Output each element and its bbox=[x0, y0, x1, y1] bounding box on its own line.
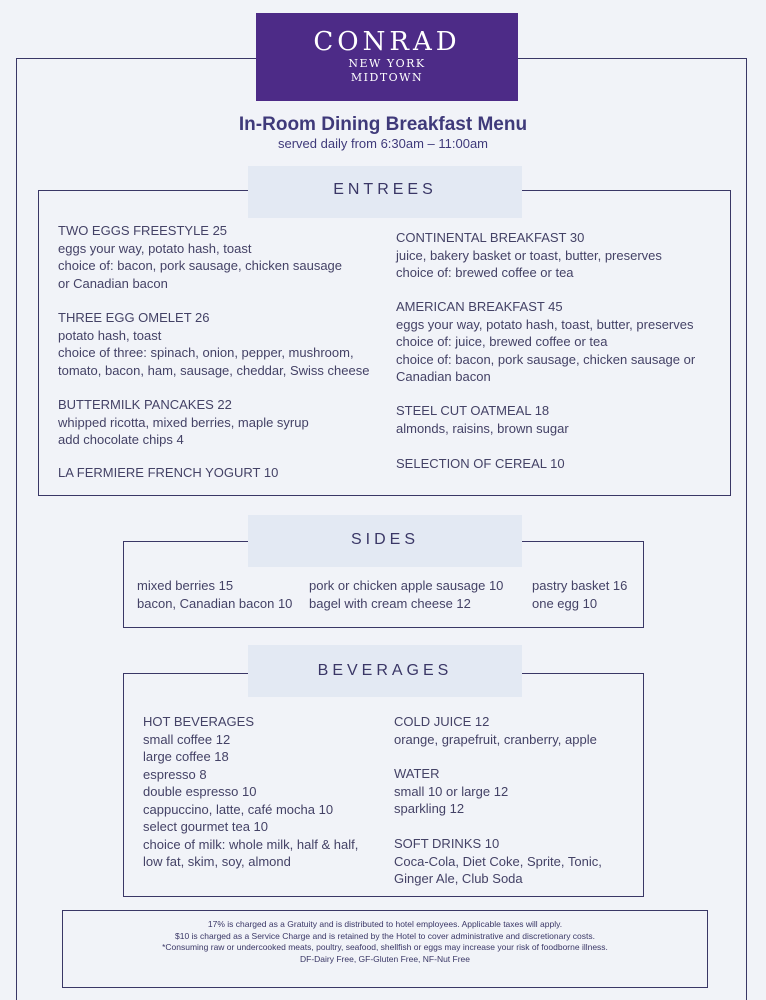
entree-name: THREE EGG OMELET 26 bbox=[58, 310, 210, 325]
menu-title: In-Room Dining Breakfast Menu bbox=[238, 114, 528, 135]
entree-oatmeal bbox=[396, 402, 569, 437]
side-item: bagel with cream cheese 12 bbox=[309, 595, 471, 611]
footer-notes bbox=[62, 910, 708, 988]
beverage-item: small 10 or large 12 bbox=[394, 783, 509, 799]
beverage-category: HOT BEVERAGES bbox=[143, 714, 255, 729]
beverage-item: choice of milk: whole milk, half & half, bbox=[143, 836, 359, 852]
entree-name: AMERICAN BREAKFAST 45 bbox=[396, 299, 563, 314]
entree-omelet bbox=[58, 309, 369, 379]
gratuity-note: 17% is charged as a Gratuity and is distributed to hotel employees. Applicable taxes will apply. bbox=[207, 919, 563, 929]
beverage-item: sparkling 12 bbox=[394, 801, 465, 816]
entree-desc: tomato, bacon, ham, sausage, cheddar, Swiss cheese bbox=[58, 362, 370, 378]
entree-desc: eggs your way, potato hash, toast bbox=[58, 240, 252, 256]
entree-desc: choice of: bacon, pork sausage, chicken sausage or bbox=[396, 351, 696, 367]
beverage-item: small coffee 12 bbox=[143, 731, 231, 747]
beverage-item: large coffee 18 bbox=[143, 749, 229, 764]
side-item: one egg 10 bbox=[532, 595, 598, 611]
logo-city: NEW YORK bbox=[348, 57, 426, 70]
entree-desc: almonds, raisins, brown sugar bbox=[396, 420, 569, 436]
logo-area: MIDTOWN bbox=[350, 71, 424, 84]
entree-name: LA FERMIERE FRENCH YOGURT 10 bbox=[58, 465, 279, 480]
entree-name: STEEL CUT OATMEAL 18 bbox=[396, 403, 550, 418]
entree-desc: or Canadian bacon bbox=[58, 275, 168, 291]
entree-desc: juice, bakery basket or toast, butter, preserves bbox=[396, 247, 662, 263]
entree-two-eggs bbox=[58, 222, 342, 292]
soft-drinks bbox=[394, 835, 602, 888]
logo-name: CONRAD bbox=[313, 27, 461, 57]
beverage-category: COLD JUICE 12 bbox=[394, 714, 490, 729]
entree-name: CONTINENTAL BREAKFAST 30 bbox=[396, 230, 585, 245]
entree-desc: eggs your way, potato hash, toast, butter, preserves bbox=[396, 316, 694, 332]
water bbox=[394, 765, 508, 818]
entree-name: BUTTERMILK PANCAKES 22 bbox=[58, 397, 232, 412]
beverage-category: SOFT DRINKS 10 bbox=[394, 836, 500, 851]
entree-desc: whipped ricotta, mixed berries, maple syrup bbox=[58, 414, 309, 430]
beverage-item: espresso 8 bbox=[143, 766, 207, 782]
service-charge-note: $10 is charged as a Service Charge and is retained by the Hotel to cover administrative and discretionary costs. bbox=[174, 930, 596, 941]
entree-desc: choice of: brewed coffee or tea bbox=[396, 265, 574, 280]
dietary-legend: DF-Dairy Free, GF-Gluten Free, NF-Nut Free bbox=[299, 953, 471, 964]
beverage-item: double espresso 10 bbox=[143, 784, 257, 799]
beverage-item: Ginger Ale, Club Soda bbox=[394, 871, 523, 886]
side-item: mixed berries 15 bbox=[137, 578, 234, 593]
beverage-item: low fat, skim, soy, almond bbox=[143, 854, 291, 869]
menu-subtitle: served daily from 6:30am – 11:00am bbox=[277, 136, 489, 151]
entree-continental bbox=[396, 229, 662, 282]
entree-pancakes bbox=[58, 396, 309, 449]
entree-yogurt bbox=[58, 464, 278, 482]
entree-desc: potato hash, toast bbox=[58, 327, 162, 343]
sides-heading: SIDES bbox=[248, 515, 522, 567]
beverage-item: select gourmet tea 10 bbox=[143, 819, 269, 834]
sides-column-1 bbox=[137, 577, 292, 612]
entree-desc: choice of: juice, brewed coffee or tea bbox=[396, 334, 608, 349]
entree-desc: choice of: bacon, pork sausage, chicken sausage bbox=[58, 258, 343, 273]
side-item: bacon, Canadian bacon 10 bbox=[137, 595, 293, 611]
beverage-item: cappuccino, latte, café mocha 10 bbox=[143, 801, 334, 817]
entree-desc: Canadian bacon bbox=[396, 369, 491, 384]
entree-cereal bbox=[396, 455, 565, 473]
beverage-category: WATER bbox=[394, 766, 440, 781]
beverage-item: orange, grapefruit, cranberry, apple bbox=[394, 731, 597, 747]
sides-column-2 bbox=[309, 577, 503, 612]
conrad-logo bbox=[256, 13, 518, 101]
entree-desc: choice of three: spinach, onion, pepper, mushroom, bbox=[58, 345, 354, 360]
entrees-heading: ENTREES bbox=[248, 166, 522, 218]
entree-name: SELECTION OF CEREAL 10 bbox=[396, 456, 565, 471]
beverage-item: Coca-Cola, Diet Coke, Sprite, Tonic, bbox=[394, 853, 602, 869]
sides-column-3 bbox=[532, 577, 627, 612]
hot-beverages bbox=[143, 713, 358, 871]
side-item: pastry basket 16 bbox=[532, 578, 628, 593]
entree-name: TWO EGGS FREESTYLE 25 bbox=[58, 223, 228, 238]
side-item: pork or chicken apple sausage 10 bbox=[309, 578, 504, 593]
beverages-heading: BEVERAGES bbox=[248, 645, 522, 697]
entree-desc: add chocolate chips 4 bbox=[58, 432, 184, 447]
cold-juice bbox=[394, 713, 597, 748]
entree-american bbox=[396, 298, 695, 386]
food-safety-note: *Consuming raw or undercooked meats, poultry, seafood, shellfish or eggs may increase your risk of foodborne illness. bbox=[162, 942, 608, 952]
